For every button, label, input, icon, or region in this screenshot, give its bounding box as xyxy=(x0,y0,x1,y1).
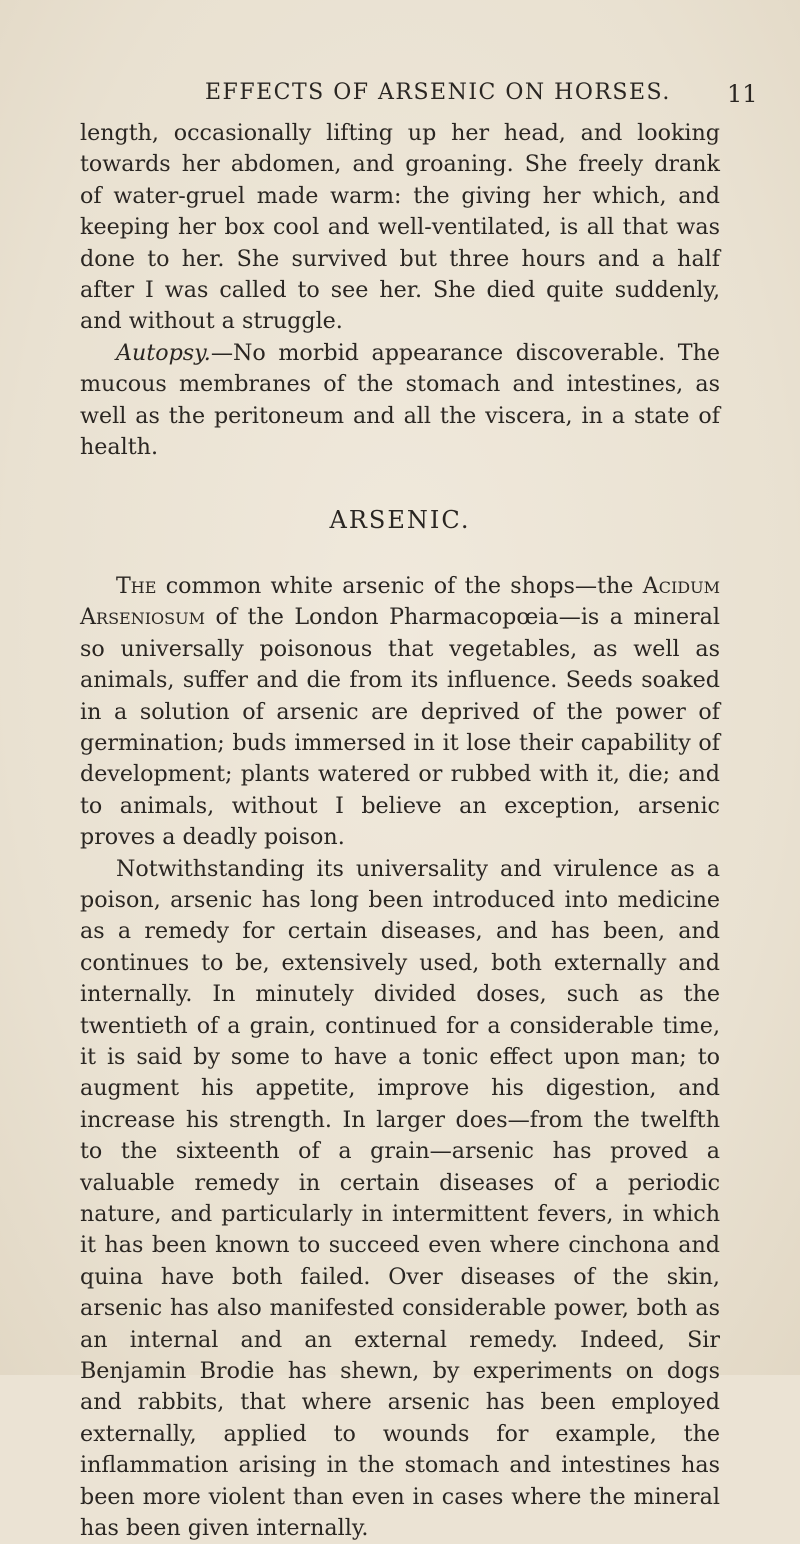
running-title: EFFECTS OF ARSENIC ON HORSES. xyxy=(205,80,671,105)
drop-word: The xyxy=(116,572,157,599)
paragraph-continued: length, occasionally lifting up her head, and looking towards her abdomen, and groaning. She freely drank of water-gruel made warm: the giving her which, and keeping her box cool and well-ventilated, is all that was done to her. She survived but three hours and a half after I was called to see her. She died quite suddenly, and without a struggle. xyxy=(80,120,720,335)
body-text xyxy=(80,118,720,1544)
running-head xyxy=(0,80,800,110)
intro-text-b: of the London Pharmacopœia—is a mineral so universally poisonous that vegetables, as well as animals, suffer and die from its influence. Seeds soaked in a solution of arsenic are deprived of the power of germination; buds immersed in it lose their capability of development; plants watered or rubbed with it, die; and to animals, without I believe an exception, arsenic proves a deadly poison. xyxy=(80,604,721,851)
autopsy-text: —No morbid appearance discoverable. The mucous membranes of the stomach and intestines, as well as the peritoneum and all the viscera, in a state of health. xyxy=(80,339,720,461)
autopsy-label: Autopsy. xyxy=(116,339,211,366)
page-number: 11 xyxy=(727,80,758,108)
latin-name: Acidum Arseniosum xyxy=(80,572,720,631)
paragraph-arsenic-intro xyxy=(80,571,720,854)
paragraph-medicine: Notwithstanding its universality and virulence as a poison, arsenic has long been introduced into medicine as a remedy for certain diseases, and has been, and continues to be, extensively used, both externally and internally. In minutely divided doses, such as the twentieth of a grain, continued for a considerable time, it is said by some to have a tonic effect upon man; to augment his appetite, improve his digestion, and increase his strength. In larger does—from the twelfth to the sixteenth of a grain—arsenic has proved a valuable remedy in certain diseases of a periodic nature, and particularly in intermittent fevers, in which it has been known to succeed even where cinchona and quina have both failed. Over diseases of the skin, arsenic has also manifested considerable power, both as an internal and an external remedy. Indeed, Sir Benjamin Brodie has shewn, by experiments on dogs and rabbits, that where arsenic has been employed externally, applied to wounds for example, the inflammation arising in the stomach and intestines has been more violent than even in cases where the mineral has been given internally. xyxy=(80,855,720,1542)
section-heading: ARSENIC. xyxy=(329,506,471,535)
intro-text-a: common white arsenic of the shops—the xyxy=(165,572,634,599)
paragraph-autopsy xyxy=(80,338,720,464)
